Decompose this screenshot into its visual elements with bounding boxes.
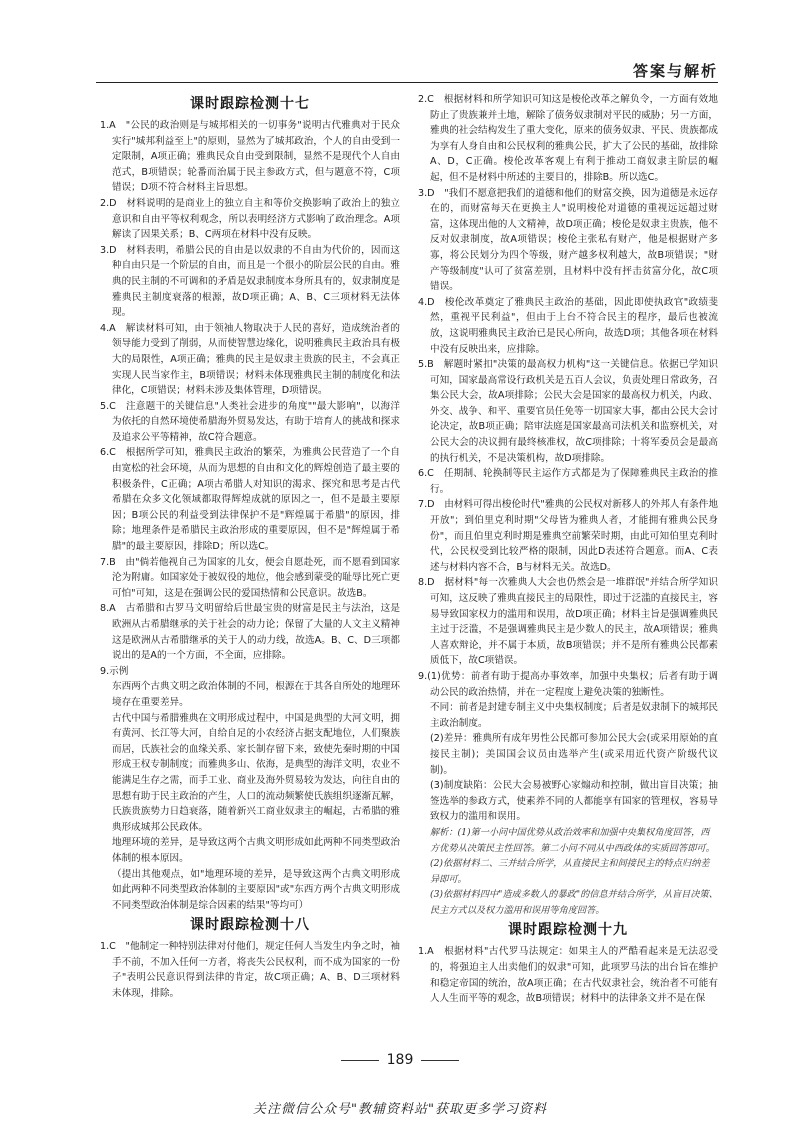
answer-item: 8.D 据材料"每一次雅典人大会也仍然会是一堆群氓"并结合所学知识可知，这反映了雅典直接民主的局限性，即过于泛滥的直接民主，容易导致国家权力的滥用和误用，故D项正确；材料主旨是强调雅典民主过于泛滥，不是强调雅典民主是少数人的民主，故A项错误；雅典人喜欢辩论，并不属于本质，故B项错误；并不是所有雅典公民都素质低下，故C项错误。 — [418, 577, 718, 667]
answer-item: 2.C 根据材料和所学知识可知这是梭伦改革之解负令，一方面有效地防止了贵族兼并土地，解除了债务奴隶制对平民的威胁；另一方面，雅典的社会结构发生了重大变化，原来的债务奴隶、平民、贵族都成为享有人身自由和公民权利的雅典公民，扩大了公民的基础，故排除A、D，C正确。梭伦改革客观上有利于推动工商奴隶主阶层的崛起，但不是材料中所述的主要目的，排除B。所以选C。 — [418, 94, 718, 183]
page-number-dash — [341, 1060, 379, 1061]
answer-item: 6.C 根据所学可知，雅典民主政治的繁荣，为雅典公民营造了一个自由宽松的社会环境，从而为思想的自由和文化的辉煌创造了最主要的积极条件，C正确；A项古希腊人对知识的渴求、探究和思考是古代希腊在众多文化领域都取得辉煌成就的原因之一，但不是最主要原因；B项公民的利益受到法律保护不是"辉煌属于希腊"的原因，排除；地理条件是希腊民主政治形成的重要原因，但不是"辉煌属于希腊"的最主要原因，排除D；所以选C。 — [100, 447, 400, 553]
answer-item: 8.A 古希腊和古罗马文明留给后世最宝贵的财富是民主与法治，这是欧洲从古希腊继承的关于社会的动力论；保留了大量的人文主义精神这是欧洲从古希腊继承的关于人的动力线，故选A。B、C、D三项都说出的是A的一个方面，不全面，应排除。 — [100, 603, 400, 662]
answer-paragraph: （提出其他观点，如"地理环境的差异，是导致这两个古典文明形成如此两种不同类型政治体制的主要原因"或"东西方两个古典文明形成不同类型政治体制是综合因素的结果"等均可） — [112, 868, 400, 911]
answer-item-9-head: 9.示例 — [100, 665, 129, 677]
answer-item: 7.D 由材料可得出梭伦时代"雅典的公民权对新移人的外邦人有条件地开放"；到伯里克利时期"父母皆为雅典人者，才能拥有雅典公民身份"，而且伯里克利时期是雅典空前繁荣时期，由此可知伯里克利时代，公民权受到比较严格的限制，因此D表述符合题意。而A、C表述与材料内容不合，B与材料无关。故选D。 — [418, 499, 718, 573]
right-column — [418, 92, 718, 1007]
answer-item: 9.(1)优势：前者有助于提高办事效率，加强中央集权；后者有助于调动公民的政治热情，并在一定程度上避免决策的独断性。 — [418, 670, 718, 698]
answer-item: 2.D 材料说明的是商业上的独立自主和等价交换影响了政治上的独立意识和自由平等权利观念，所以表明经济方式影响了政治理念。A项解读了因果关系；B、C两项在材料中没有反映。 — [100, 197, 400, 241]
answer-item: 5.B 解题时紧扣"决策的最高权力机构"这一关键信息。依据已学知识可知，国家最高常设行政机关是五百人会议，负责处理日常政务，召集公民大会，故A项排除；公民大会是国家的最高权力机关，内政、外交、战争、和平、重要官员任免等一切国家大事，都由公民大会讨论决定，故B项正确；陪审法庭是国家最高司法机关和监察机关，对公民大会的决议拥有最终核准权，故C项排除；十将军委员会是最高的执行机关，不是决策机构，故D项排除。 — [418, 359, 718, 464]
answer-paragraph: (2)差异：雅典所有成年男性公民都可参加公民大会(或采用原始的直接民主制)；美国国会议员由选举产生(或采用近代资产阶级代议制)。 — [430, 733, 718, 776]
answer-item: 1.A 根据材料"古代罗马法规定：如果主人的严酷看起来是无法忍受的，将强迫主人出卖他们的奴隶"可知，此项罗马法的出台旨在维护和稳定帝国的统治，故A项正确；在古代奴隶社会，统治者不可能有人人生而平等的观念，故B项错误；材料中的法律条文并不是在保 — [418, 946, 718, 1005]
answer-item: 4.A 解读材料可知，由于领袖人物取决于人民的喜好，造成统治者的领导能力受到了削弱，从而使智慧边缘化，说明雅典民主政治具有极大的局限性，A项正确；雅典的民主是奴隶主贵族的民主，不会真正实现人民当家作主，B项错误；材料未体现雅典民主制的制度化和法律化，C项错误；材料未涉及集体管理，D项错误。 — [100, 322, 400, 397]
answer-item: 4.D 梭伦改革奠定了雅典民主政治的基础，因此即使执政官"政绩斐然，重视平民利益"，但由于上台不符合民主的程序，最后也被流放，这说明雅典民主政治已是民心所向，故选D项；其他各项在材料中没有反映出来，应排除。 — [418, 296, 718, 355]
answer-item: 6.C 任期制、轮换制等民主运作方式都是为了保障雅典民主政治的推行。 — [418, 468, 718, 495]
page-number-dash — [421, 1060, 459, 1061]
answer-paragraph: 不同：前者是封建专制主义中央集权制度；后者是奴隶制下的城邦民主政治制度。 — [430, 702, 718, 729]
footer-promo-text: 关注微信公众号"教辅资料站"获取更多学习资料 — [253, 1102, 547, 1117]
answer-paragraph: 地理环境的差异，是导致这两个古典文明形成如此两种不同类型政治体制的根本原因。 — [112, 837, 400, 864]
answer-item: 1.A "公民的政治则是与城邦相关的一切事务"说明古代雅典对于民众实行"城邦利益至上"的原则，显然为了城邦政治，个人的自由受到一定限制，A项正确；雅典民众自由受到限制，显然不是现代个人自由范式，B项错误；轮番而治属于民主参政方式，但与题意不符，C项错误；D项不符合材料主旨思想。 — [100, 120, 400, 194]
page-header-title: 答案与解析 — [632, 62, 718, 80]
answer-item: 3.D "我们不愿意把我们的道德和他们的财富交换，因为道德是永远存在的，而财富每天在更换主人"说明梭伦对道德的重视远远超过财富，这体现出他的人文精神，故D项正确；梭伦是奴隶主贵族，他不反对奴隶制度，故A项错误；梭伦主张私有财产，他是根据财产多寡，将公民划分为四个等级，财产越多权利越大，故B项错误；"财产等级制度"认可了贫富差别，且材料中没有抨击贫富分化，故C项错误。 — [418, 187, 718, 293]
answer-item: 1.C "他制定一种特别法律对付他们，规定任何人当发生内争之时，袖手不前，不加入任何一方者，将丧失公民权利，而不成为国家的一份子"表明公民意识得到法律的肯定，故C项正确；A、B、D三项材料未体现，排除。 — [100, 941, 400, 1000]
analysis-note: (3)依据材料四中"造成多数人的暴政"的信息并结合所学，从盲目决策、民主方式以及权力滥用和误用等角度回答。 — [430, 889, 718, 916]
header-rule — [96, 82, 718, 83]
section-title-17: 课时跟踪检测十七 — [190, 96, 310, 112]
answer-paragraph: 东西两个古典文明之政治体制的不同，根源在于其各自所处的地理环境存在重要差异。 — [112, 681, 400, 708]
answer-item: 7.B 由"倘若他视自己为国家的儿女，便会自愿赴死，而不愿看到国家沦为附庸。如国家处于被奴役的地位，他会感到蒙受的耻辱比死亡更可怕"可知，这是在强调公民的爱国热情和公民意识。故选B。 — [100, 556, 400, 599]
section-title-18: 课时跟踪检测十八 — [190, 917, 310, 934]
page-number — [0, 1052, 800, 1068]
answer-item: 5.C 注意题干的关键信息"人类社会进步的角度""最大影响"，以海洋为依托的自然环境使希腊海外贸易发达，有助于培育人的挑战和探求及追求公平等精神，故C符合题意。 — [100, 400, 400, 443]
analysis-note: (2)依据材料二、三并结合所学，从直接民主和间接民主的特点归纳差异即可。 — [430, 858, 710, 885]
answer-paragraph: (3)制度缺陷：公民大会易被野心家煽动和控制，做出盲目决策；抽签选举的参政方式，使素养不同的人都能享有国家的管理权，容易导致权力的滥用和误用。 — [430, 780, 718, 823]
answer-paragraph: 古代中国与希腊雅典在文明形成过程中，中国是典型的大河文明，拥有黄河、长江等大河，自给自足的小农经济占据支配地位，人们聚族而居，氏族社会的血缘关系、家长制存留下来，致使先秦时期的中国形成王权专制制度；而雅典多山、依海，是典型的海洋文明，农业不能满足生存之需，而手工业、商业及海外贸易较为发达，向往自由的思想有助于民主政治的产生，人口的流动频繁使氏族组织逐渐瓦解，氏族贵族势力日趋衰落，随着新兴工商业奴隶主的崛起，古希腊的雅典形成城邦公民政体。 — [112, 712, 400, 833]
page-number-value: 189 — [386, 1052, 414, 1068]
answer-item: 3.D 材料表明，希腊公民的自由是以奴隶的不自由为代价的，因而这种自由只是一个阶层的自由，而且是一个很小的阶层公民的自由。雅典的民主制的不可调和的矛盾是奴隶制度本身所具有的，奴隶制度是雅典民主制度衰落的根源，故D项正确；A、B、C三项材料无法体现。 — [100, 244, 400, 319]
analysis-note: 解析：(1)第一小问中国优势从政治效率和加强中央集权角度回答，西方优势从决策民主性回答。第二小问不同从中西政体的实质回答即可。 — [430, 826, 715, 854]
left-column — [100, 92, 400, 1002]
section-title-19: 课时跟踪检测十九 — [508, 922, 628, 939]
